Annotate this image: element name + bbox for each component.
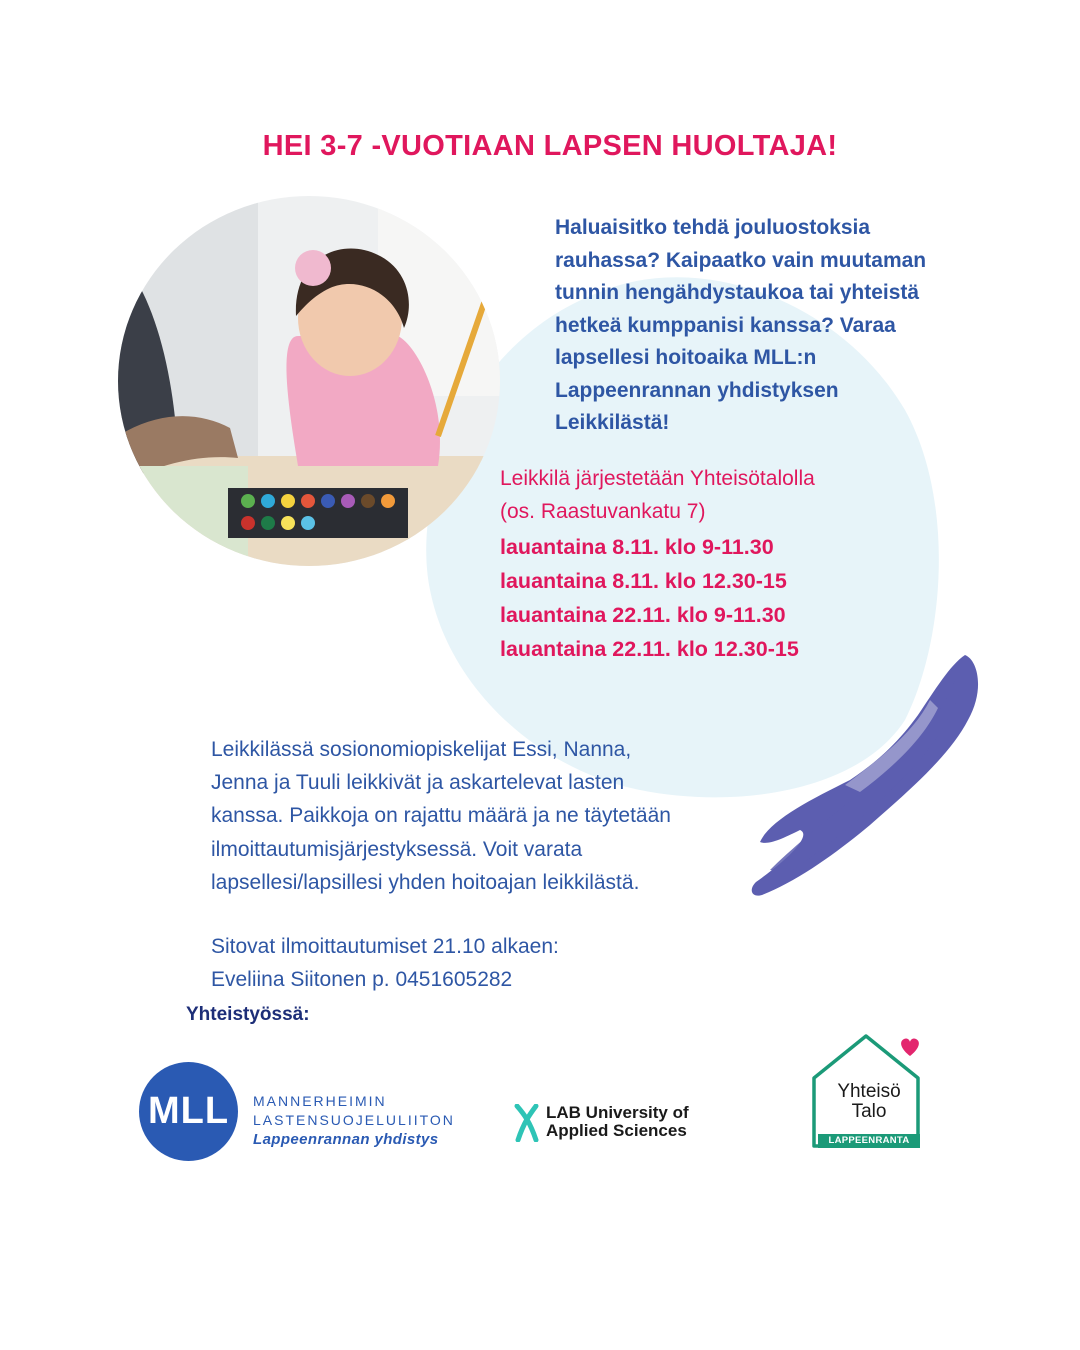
schedule-item: lauantaina 22.11. klo 9-11.30 [500,603,786,627]
signup-info [211,930,751,996]
yhteisotalo-band-text: LAPPEENRANTA [828,1135,910,1146]
description-line: Jenna ja Tuuli leikkivät ja askartelevat lasten [211,771,625,795]
lab-logo-text [546,1104,689,1140]
yhteisotalo-logo-text [812,1082,926,1122]
signup-contact: Eveliina Siitonen p. 0451605282 [211,968,513,992]
signup-line: Sitovat ilmoittautumiset 21.10 alkaen: [211,935,559,958]
yt-line-1: Yhteisö [837,1081,901,1102]
cooperation-label: Yhteistyössä: [186,1004,310,1025]
lab-logo-icon [514,1104,540,1142]
lab-line-1: LAB University of [546,1103,689,1122]
intro-line: lapsellesi hoitoaika MLL:n [555,346,817,369]
schedule-item: lauantaina 22.11. klo 12.30-15 [500,637,799,661]
description-line: Leikkilässä sosionomiopiskelijat Essi, Nanna, [211,738,632,761]
mll-line-1: MANNERHEIMIN [253,1093,387,1109]
intro-line: tunnin hengähdystaukoa tai yhteistä [555,281,920,304]
venue-line: (os. Raastuvankatu 7) [500,500,706,523]
schedule-item: lauantaina 8.11. klo 9-11.30 [500,535,774,559]
heart-icon [901,1038,919,1056]
description-text [211,733,751,899]
description-line: kanssa. Paikkoja on rajattu määrä ja ne täytetään [211,804,671,828]
mll-logo-text [253,1092,455,1150]
schedule-item: lauantaina 8.11. klo 12.30-15 [500,569,787,593]
venue-text [500,462,940,528]
venue-line: Leikkilä järjestetään Yhteisötalolla [500,467,815,490]
description-line: ilmoittautumisjärjestyksessä. Voit varata [211,837,583,861]
schedule-list [500,530,940,666]
description-line: lapsellesi/lapsillesi yhden hoitoajan leikkilästä. [211,870,640,894]
yt-line-2: Talo [851,1101,887,1122]
mll-logo-mark: MLL [139,1062,238,1161]
intro-text [555,212,955,440]
intro-line: hetkeä kumppanisi kanssa? Varaa [555,313,896,337]
lab-line-2: Applied Sciences [546,1121,687,1140]
mll-line-2: LASTENSUOJELULIITON [253,1112,455,1128]
page-title: HEI 3-7 -VUOTIAAN LAPSEN HUOLTAJA! [262,130,838,162]
intro-line: Leikkilästä! [555,411,670,434]
intro-line: Lappeenrannan yhdistyksen [555,378,839,402]
child-painting-photo [118,196,500,566]
intro-line: Haluaisitko tehdä jouluostoksia [555,216,871,239]
mll-line-3: Lappeenrannan yhdistys [253,1131,439,1148]
intro-line: rauhassa? Kaipaatko vain muutaman [555,248,927,272]
